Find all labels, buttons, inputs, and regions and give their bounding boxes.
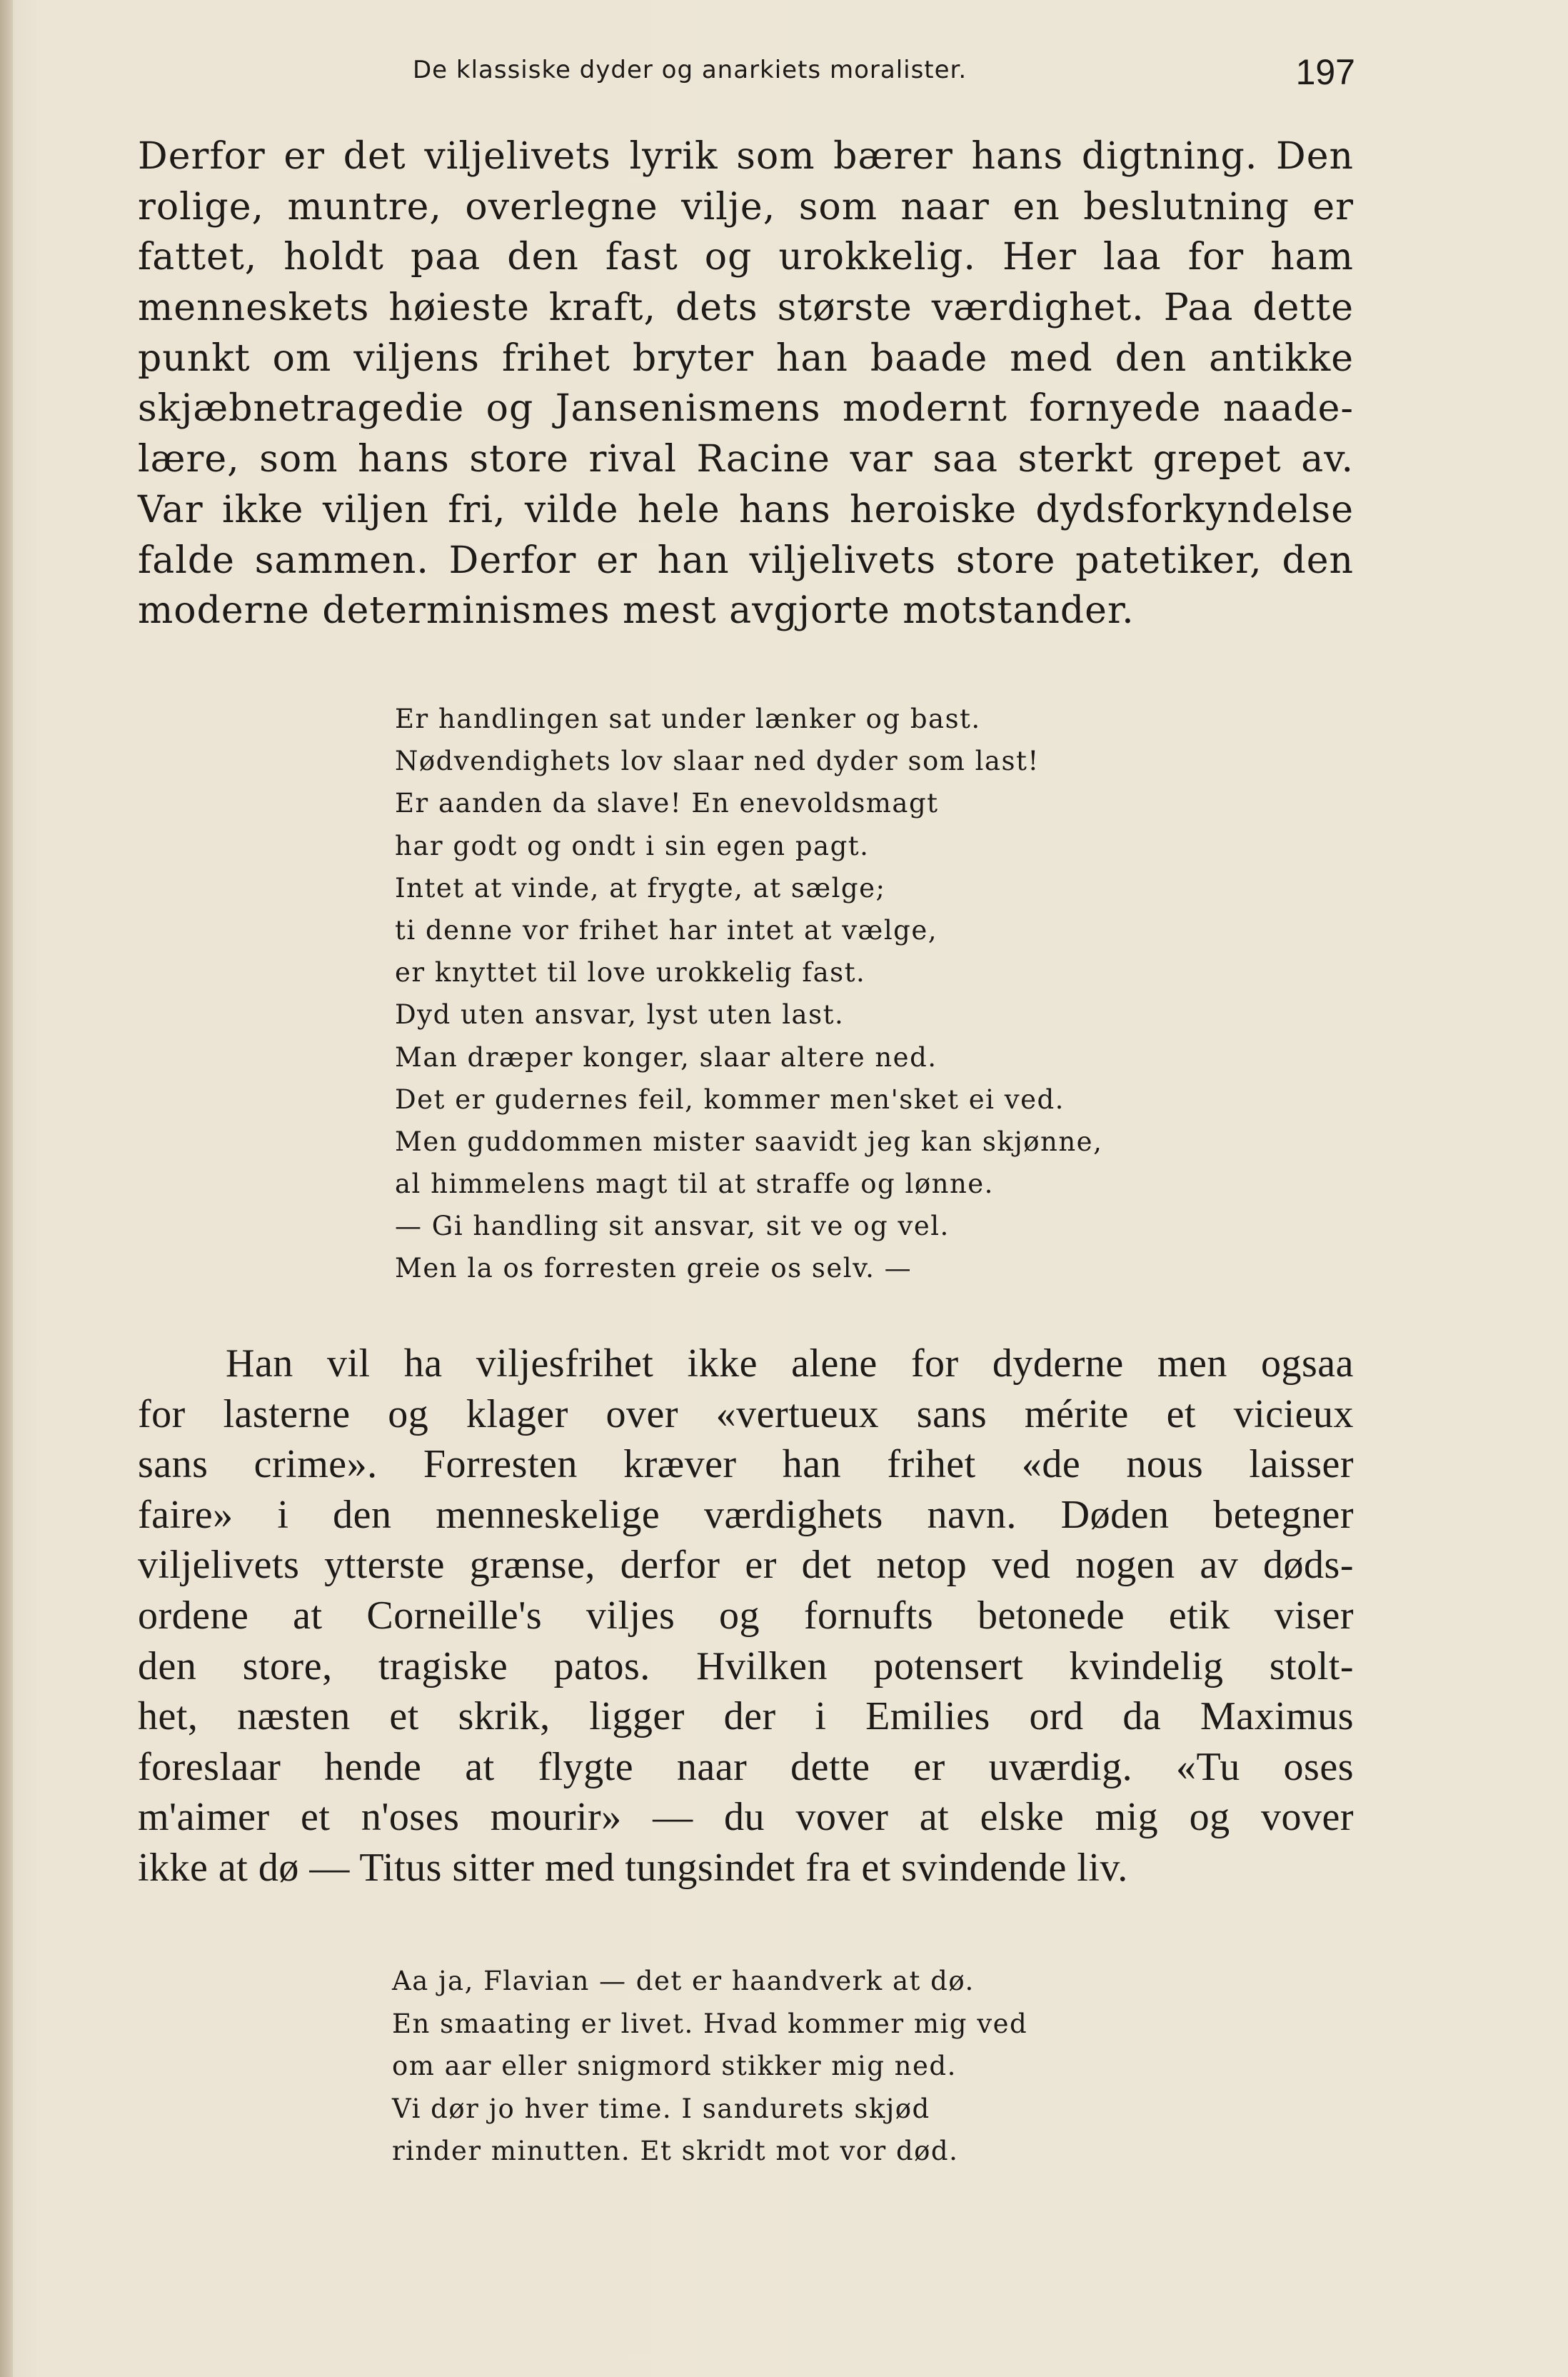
- text-line: viljelivets ytterste grænse, derfor er det netop ved nogen av døds-: [138, 1543, 1354, 1588]
- verse-line: Er handlingen sat under lænker og bast.: [395, 704, 981, 734]
- text-line: falde sammen. Derfor er han viljelivets store patetiker, den: [138, 539, 1354, 582]
- verse-quote-1: [395, 698, 1102, 1290]
- text-line: ikke at dø — Titus sitter med tungsindet fra et svindende liv.: [138, 1845, 1128, 1890]
- verse-line: Intet at vinde, at frygte, at sælge;: [395, 872, 886, 904]
- verse-line: Nødvendighets lov slaar ned dyder som last!: [395, 746, 1040, 777]
- verse-line: Men la os forresten greie os selv. —: [395, 1253, 913, 1284]
- text-line: foreslaar hende at flygte naar dette er uværdig. «Tu oses: [138, 1744, 1354, 1789]
- page-header: [413, 52, 1355, 99]
- text-line: sans crime». Forresten kræver han frihet «de nous laisser: [138, 1442, 1354, 1487]
- verse-line: om aar eller snigmord stikker mig ned.: [392, 2051, 957, 2082]
- verse-line: En smaating er livet. Hvad kommer mig ved: [392, 2008, 1028, 2039]
- text-line: fattet, holdt paa den fast og urokkelig. Her laa for ham: [138, 236, 1354, 279]
- text-line: Derfor er det viljelivets lyrik som bærer hans digtning. Den: [138, 135, 1354, 178]
- text-line: ordene at Corneille's viljes og fornufts betonede etik viser: [138, 1593, 1354, 1638]
- verse-line: rinder minutten. Et skridt mot vor død.: [392, 2136, 959, 2167]
- text-line: punkt om viljens frihet bryter han baade med den antikke: [138, 336, 1354, 380]
- verse-line: har godt og ondt i sin egen pagt.: [395, 830, 870, 861]
- verse-line: Dyd uten ansvar, lyst uten last.: [395, 999, 845, 1031]
- verse-line: al himmelens magt til at straffe og lønne.: [395, 1169, 994, 1200]
- text-line: het, næsten et skrik, ligger der i Emilies ord da Maximus: [138, 1694, 1354, 1739]
- text-line: m'aimer et n'oses mourir» — du vover at elske mig og vover: [138, 1795, 1354, 1840]
- text-line: den store, tragiske patos. Hvilken potensert kvindelig stolt-: [138, 1643, 1354, 1688]
- paragraph-1: [138, 131, 1354, 636]
- text-line: skjæbnetragedie og Jansenismens modernt fornyede naade-: [138, 387, 1354, 431]
- running-title: De klassiske dyder og anarkiets moralister.: [413, 56, 968, 84]
- verse-line: — Gi handling sit ansvar, sit ve og vel.: [395, 1211, 950, 1242]
- paragraph-2: [138, 1338, 1354, 1893]
- text-line: faire» i den menneskelige værdighets navn. Døden betegner: [138, 1492, 1354, 1537]
- verse-line: er knyttet til love urokkelig fast.: [395, 957, 866, 989]
- page-spine-edge: [0, 0, 13, 2377]
- verse-line: Det er gudernes feil, kommer men'sket ei ved.: [395, 1084, 1065, 1115]
- verse-line: Er aanden da slave! En enevoldsmagt: [395, 788, 939, 819]
- text-line: for lasterne og klager over «vertueux sans mérite et vicieux: [138, 1391, 1354, 1436]
- text-line: Var ikke viljen fri, vilde hele hans heroiske dydsforkyndelse: [138, 488, 1354, 531]
- verse-line: Men guddommen mister saavidt jeg kan skjønne,: [395, 1126, 1103, 1157]
- page-number: 197: [1295, 52, 1355, 92]
- verse-line: ti denne vor frihet har intet at vælge,: [395, 914, 938, 946]
- verse-quote-2: [392, 1960, 1027, 2173]
- verse-line: Aa ja, Flavian — det er haandverk at dø.: [392, 1966, 975, 1996]
- text-line: rolige, muntre, overlegne vilje, som naar en beslutning er: [138, 185, 1354, 229]
- verse-line: Man dræper konger, slaar altere ned.: [395, 1041, 938, 1073]
- verse-line: Vi dør jo hver time. I sandurets skjød: [392, 2093, 930, 2124]
- text-line: Han vil ha viljesfrihet ikke alene for dyderne men ogsaa: [226, 1341, 1354, 1386]
- text-line: menneskets høieste kraft, dets største værdighet. Paa dette: [138, 286, 1354, 330]
- text-line: lære, som hans store rival Racine var saa sterkt grepet av.: [138, 438, 1354, 481]
- text-line: moderne determinismes mest avgjorte motstander.: [138, 589, 1135, 633]
